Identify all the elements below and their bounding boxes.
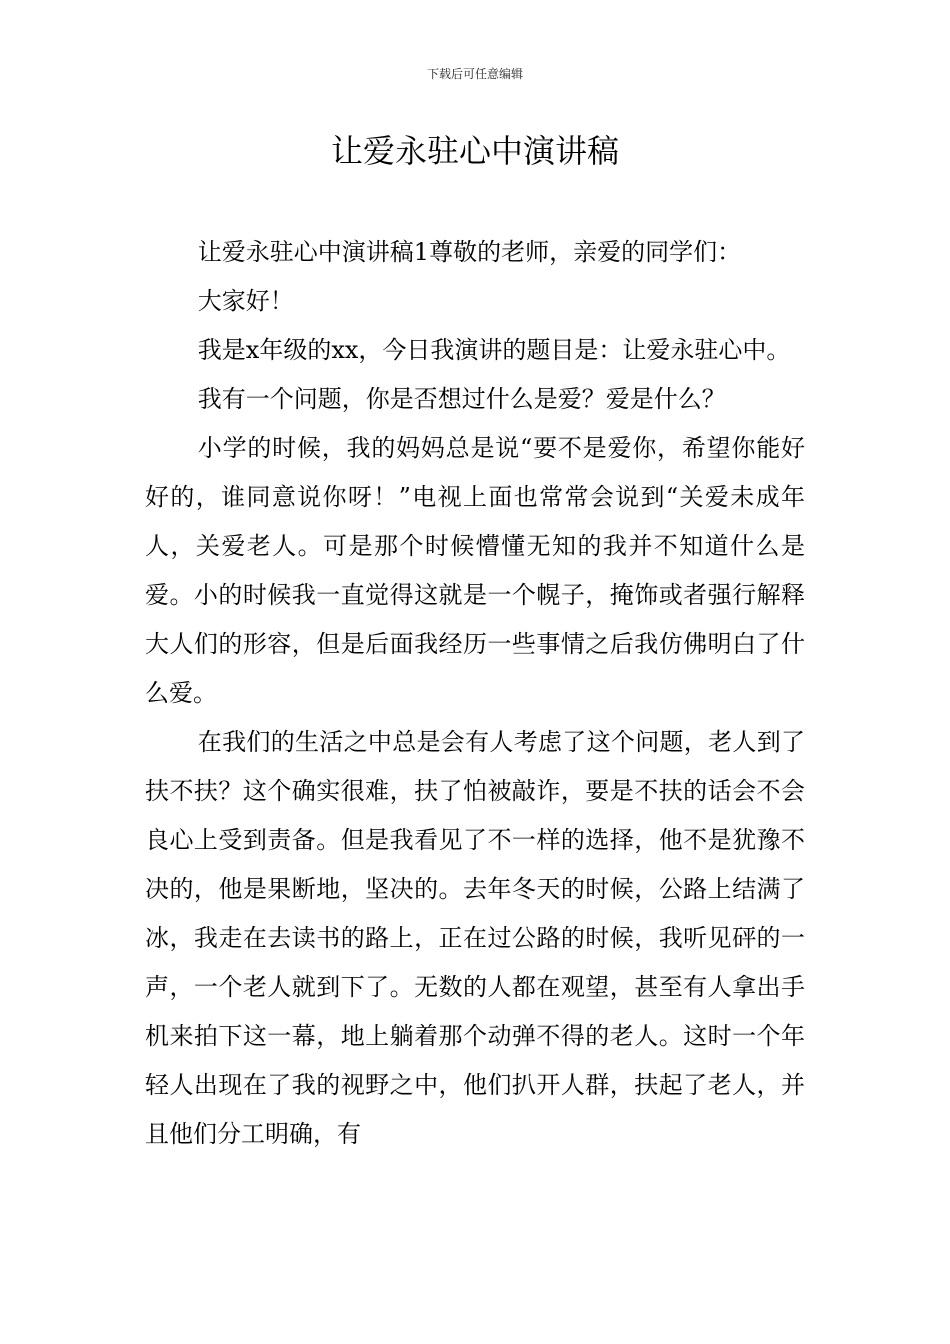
paragraph-question: 我有一个问题，你是否想过什么是爱？爱是什么？ (197, 385, 726, 413)
paragraph-greeting: 让爱永驻心中演讲稿1尊敬的老师，亲爱的同学们： (197, 238, 742, 266)
document-title: 让爱永驻心中演讲稿 (330, 132, 619, 170)
paragraph-introduction: 我是x年级的xx，今日我演讲的题目是：让爱永驻心中。 (197, 336, 791, 364)
document-body (145, 228, 805, 1159)
paragraph-hello: 大家好！ (197, 287, 294, 315)
page-header-note: 下载后可任意编辑 (426, 67, 523, 81)
paragraph-childhood: 小学的时候，我的妈妈总是说“要不是爱你，希望你能好好的，谁同意说你呀！”电视上面也常常会说到“关爱未成年人，关爱老人。可是那个时候懵懂无知的我并不知道什么是爱。小的时候我一直觉得这就是一个幌子，掩饰或者强行解释大人们的形容，但是后面我经历一些事情之后我仿佛明白了什么爱。 (145, 434, 805, 707)
paragraph-story: 在我们的生活之中总是会有人考虑了这个问题，老人到了扶不扶？这个确实很难，扶了怕被敲诈，要是不扶的话会不会良心上受到责备。但是我看见了不一样的选择，他不是犹豫不决的，他是果断地，坚决的。去年冬天的时候，公路上结满了冰，我走在去读书的路上，正在过公路的时候，我听见砰的一声，一个老人就到下了。无数的人都在观望，甚至有人拿出手机来拍下这一幕，地上躺着那个动弹不得的老人。这时一个年轻人出现在了我的视野之中，他们扒开人群，扶起了老人，并且他们分工明确，有 (145, 728, 805, 1148)
